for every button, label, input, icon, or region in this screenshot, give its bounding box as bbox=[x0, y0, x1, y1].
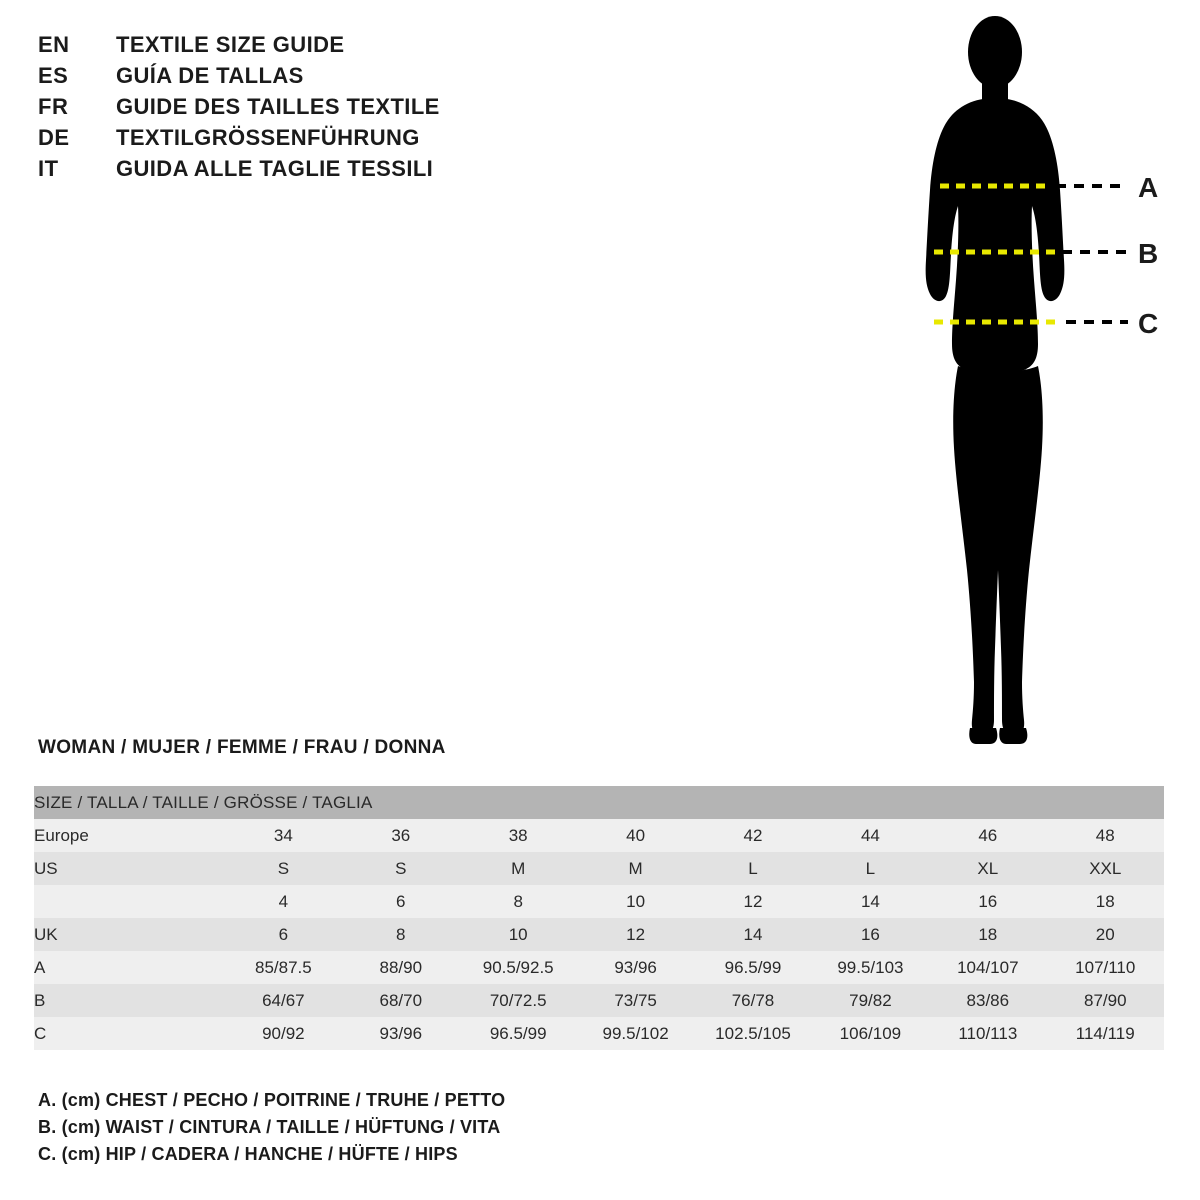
female-silhouette-icon bbox=[926, 16, 1065, 744]
table-row bbox=[34, 951, 1164, 984]
cell-b-6: 79/82 bbox=[849, 990, 892, 1010]
row-label-b: B bbox=[34, 990, 46, 1010]
cell-b-2: 68/70 bbox=[379, 990, 423, 1010]
cell-us-4: M bbox=[628, 858, 643, 878]
row-label-europe: Europe bbox=[34, 825, 89, 845]
cell-b-3: 70/72.5 bbox=[489, 990, 547, 1010]
legend-note-b: B. (cm) WAIST / CINTURA / TAILLE / HÜFTUNG / VITA bbox=[38, 1117, 501, 1137]
cell-europe-8: 48 bbox=[1095, 825, 1115, 845]
cell-uk-8: 20 bbox=[1095, 924, 1115, 944]
cell-b-1: 64/67 bbox=[262, 990, 305, 1010]
size-table bbox=[34, 786, 1164, 1050]
cell-uk-6: 16 bbox=[860, 924, 880, 944]
table-row bbox=[34, 984, 1164, 1017]
title-lang-fr: FR bbox=[38, 94, 69, 119]
cell-uk-7: 18 bbox=[978, 924, 998, 944]
cell-us-3: M bbox=[511, 858, 526, 878]
cell-uk-5: 14 bbox=[743, 924, 763, 944]
cell-a-5: 96.5/99 bbox=[724, 957, 782, 977]
cell-usnum-5: 12 bbox=[743, 891, 763, 911]
cell-c-3: 96.5/99 bbox=[489, 1023, 547, 1043]
title-lang-de: DE bbox=[38, 125, 70, 150]
legend-note-c: C. (cm) HIP / CADERA / HANCHE / HÜFTE / HIPS bbox=[38, 1144, 458, 1164]
cell-usnum-1: 4 bbox=[278, 891, 289, 911]
chest-measure-label: A bbox=[1138, 172, 1159, 203]
cell-uk-1: 6 bbox=[278, 924, 289, 944]
row-label-c: C bbox=[34, 1023, 47, 1043]
cell-b-5: 76/78 bbox=[731, 990, 775, 1010]
title-row-de bbox=[38, 125, 798, 156]
cell-uk-3: 10 bbox=[508, 924, 528, 944]
cell-uk-2: 8 bbox=[396, 924, 406, 944]
title-block bbox=[38, 32, 798, 187]
cell-a-4: 93/96 bbox=[614, 957, 657, 977]
title-text-de: TEXTILGRÖSSENFÜHRUNG bbox=[116, 125, 420, 150]
cell-us-7: XL bbox=[977, 858, 999, 878]
waist-measure-label: B bbox=[1138, 238, 1159, 269]
cell-europe-4: 40 bbox=[626, 825, 646, 845]
table-row bbox=[34, 885, 1164, 918]
section-heading: WOMAN / MUJER / FEMME / FRAU / DONNA bbox=[38, 737, 446, 758]
cell-c-4: 99.5/102 bbox=[602, 1023, 669, 1043]
cell-usnum-6: 14 bbox=[860, 891, 880, 911]
row-label-us: US bbox=[34, 858, 58, 878]
cell-a-8: 107/110 bbox=[1075, 957, 1136, 977]
title-lang-es: ES bbox=[38, 63, 69, 88]
cell-c-2: 93/96 bbox=[379, 1023, 423, 1043]
size-table-wrapper bbox=[34, 786, 1164, 1050]
title-text-es: GUÍA DE TALLAS bbox=[116, 63, 304, 88]
cell-europe-5: 42 bbox=[743, 825, 763, 845]
cell-a-6: 99.5/103 bbox=[837, 957, 904, 977]
cell-c-6: 106/109 bbox=[839, 1023, 902, 1043]
cell-c-5: 102.5/105 bbox=[715, 1023, 791, 1043]
cell-usnum-2: 6 bbox=[396, 891, 406, 911]
cell-europe-2: 36 bbox=[391, 825, 411, 845]
table-row bbox=[34, 852, 1164, 885]
table-row bbox=[34, 1017, 1164, 1050]
title-row-en bbox=[38, 32, 798, 63]
cell-b-8: 87/90 bbox=[1083, 990, 1127, 1010]
title-lang-it: IT bbox=[38, 156, 59, 181]
cell-b-7: 83/86 bbox=[966, 990, 1010, 1010]
row-label-us-numeric bbox=[34, 885, 225, 918]
title-row-it bbox=[38, 156, 798, 187]
cell-us-5: L bbox=[748, 858, 758, 878]
cell-a-2: 88/90 bbox=[379, 957, 423, 977]
title-lang-en: EN bbox=[38, 32, 70, 57]
title-text-en: TEXTILE SIZE GUIDE bbox=[116, 32, 345, 57]
cell-europe-7: 46 bbox=[978, 825, 998, 845]
hip-measure-label: C bbox=[1138, 308, 1159, 339]
legend-note-a: A. (cm) CHEST / PECHO / POITRINE / TRUHE / PETTO bbox=[38, 1090, 506, 1110]
measurement-legend bbox=[38, 1090, 738, 1171]
row-label-a: A bbox=[34, 957, 46, 977]
cell-europe-1: 34 bbox=[273, 825, 293, 845]
cell-c-7: 110/113 bbox=[958, 1023, 1018, 1043]
cell-a-7: 104/107 bbox=[957, 957, 1019, 977]
cell-b-4: 73/75 bbox=[614, 990, 657, 1010]
cell-us-8: XXL bbox=[1089, 858, 1122, 878]
measurement-figure bbox=[870, 14, 1190, 754]
cell-c-8: 114/119 bbox=[1075, 1023, 1135, 1043]
title-row-fr bbox=[38, 94, 798, 125]
cell-europe-6: 44 bbox=[860, 825, 880, 845]
cell-usnum-4: 10 bbox=[626, 891, 646, 911]
cell-usnum-8: 18 bbox=[1095, 891, 1115, 911]
cell-uk-4: 12 bbox=[626, 924, 646, 944]
table-header-label: SIZE / TALLA / TAILLE / GRÖSSE / TAGLIA bbox=[34, 792, 373, 812]
cell-a-1: 85/87.5 bbox=[255, 957, 312, 977]
cell-a-3: 90.5/92.5 bbox=[482, 957, 554, 977]
title-text-fr: GUIDE DES TAILLES TEXTILE bbox=[116, 94, 440, 119]
title-text-it: GUIDA ALLE TAGLIE TESSILI bbox=[116, 156, 434, 181]
cell-europe-3: 38 bbox=[508, 825, 528, 845]
cell-usnum-3: 8 bbox=[513, 891, 523, 911]
title-row-es bbox=[38, 63, 798, 94]
table-header-row bbox=[34, 786, 1164, 819]
table-row bbox=[34, 819, 1164, 852]
table-row bbox=[34, 918, 1164, 951]
cell-usnum-7: 16 bbox=[978, 891, 998, 911]
cell-us-2: S bbox=[395, 858, 407, 878]
cell-us-6: L bbox=[865, 858, 876, 878]
row-label-uk: UK bbox=[34, 924, 58, 944]
cell-us-1: S bbox=[277, 858, 290, 878]
cell-c-1: 90/92 bbox=[262, 1023, 305, 1043]
